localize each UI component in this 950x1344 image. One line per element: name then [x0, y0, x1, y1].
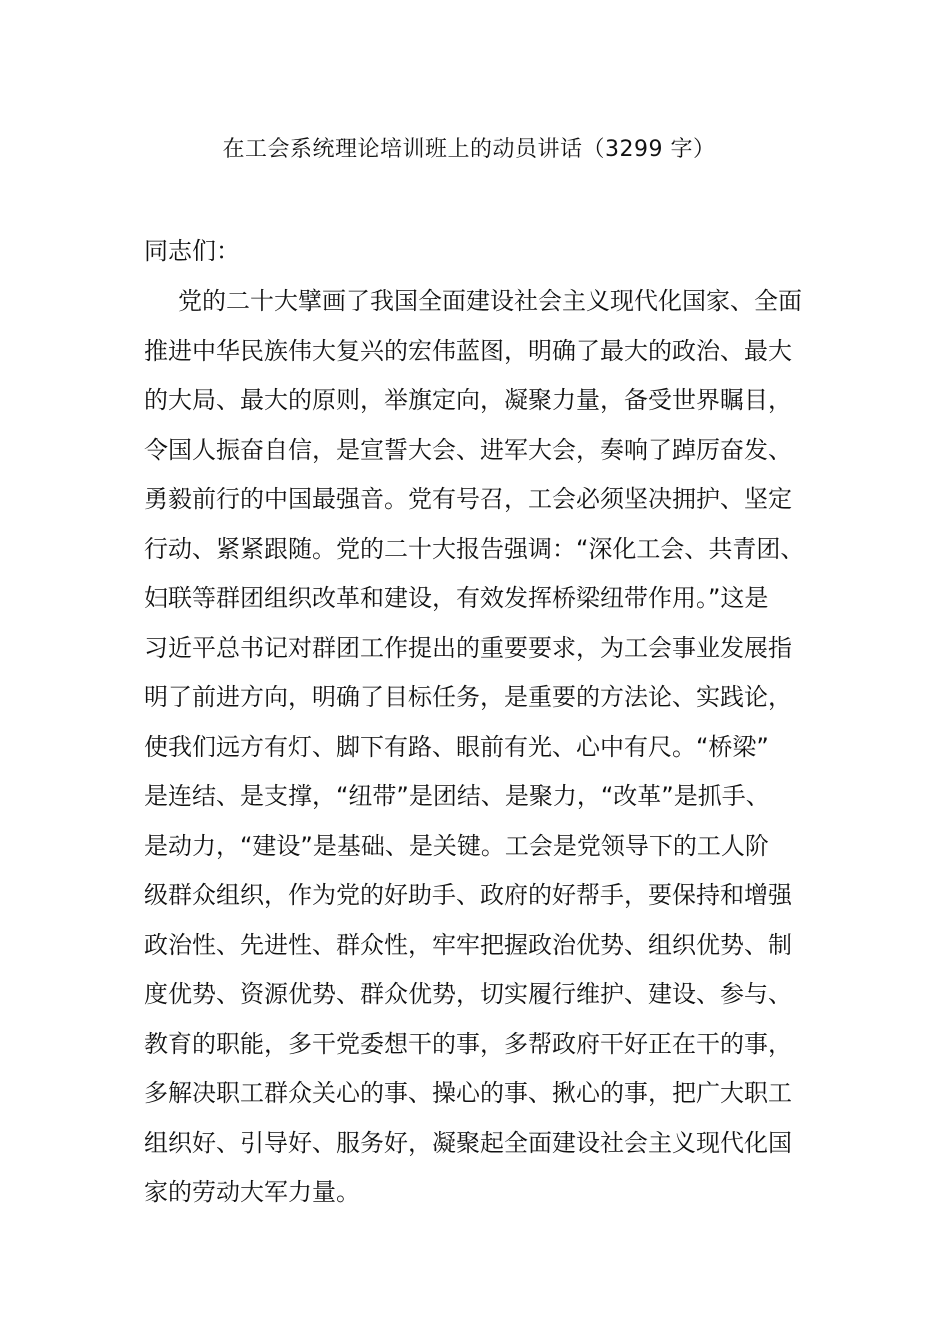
paragraph-line: 度优势、资源优势、群众优势，切实履行维护、建设、参与、 — [144, 980, 792, 1008]
document-title: 在工会系统理论培训班上的动员讲话（3299 字） — [222, 137, 716, 162]
paragraph-line: 家的劳动大军力量。 — [144, 1178, 360, 1206]
paragraph-line: 是连结、是支撑，“纽带”是团结、是聚力，“改革”是抓手、 — [144, 782, 770, 810]
paragraph-line: 使我们远方有灯、脚下有路、眼前有光、心中有尺。“桥梁” — [144, 732, 769, 761]
paragraph-line: 是动力，“建设”是基础、是关键。工会是党领导下的工人阶 — [144, 831, 769, 860]
greeting: 同志们： — [144, 237, 240, 265]
paragraph-line: 令国人振奋自信，是宣誓大会、进军大会，奏响了踔厉奋发、 — [144, 435, 792, 464]
paragraph-line: 妇联等群团组织改革和建设，有效发挥桥梁纽带作用。”这是 — [144, 584, 769, 612]
paragraph-line: 多解决职工群众关心的事、操心的事、揪心的事，把广大职工 — [144, 1079, 792, 1107]
paragraph-line: 的大局、最大的原则，举旗定向，凝聚力量，备受世界瞩目， — [144, 386, 792, 414]
paragraph-line: 教育的职能，多干党委想干的事，多帮政府干好正在干的事， — [144, 1029, 792, 1058]
paragraph-line: 政治性、先进性、群众性，牢牢把握政治优势、组织优势、制 — [144, 930, 792, 959]
paragraph-line: 组织好、引导好、服务好，凝聚起全面建设社会主义现代化国 — [144, 1128, 792, 1157]
body-paragraph — [144, 283, 844, 1224]
paragraph-line: 级群众组织，作为党的好助手、政府的好帮手，要保持和增强 — [144, 881, 792, 909]
paragraph-line: 行动、紧紧跟随。党的二十大报告强调：“深化工会、共青团、 — [144, 534, 805, 563]
paragraph-line: 推进中华民族伟大复兴的宏伟蓝图，明确了最大的政治、最大 — [144, 336, 792, 365]
paragraph-line: 勇毅前行的中国最强音。党有号召，工会必须坚决拥护、坚定 — [144, 485, 792, 513]
paragraph-line: 党的二十大擘画了我国全面建设社会主义现代化国家、全面 — [178, 287, 802, 315]
paragraph-line: 明了前进方向，明确了目标任务，是重要的方法论、实践论， — [144, 683, 792, 711]
paragraph-line: 习近平总书记对群团工作提出的重要要求，为工会事业发展指 — [144, 633, 792, 662]
